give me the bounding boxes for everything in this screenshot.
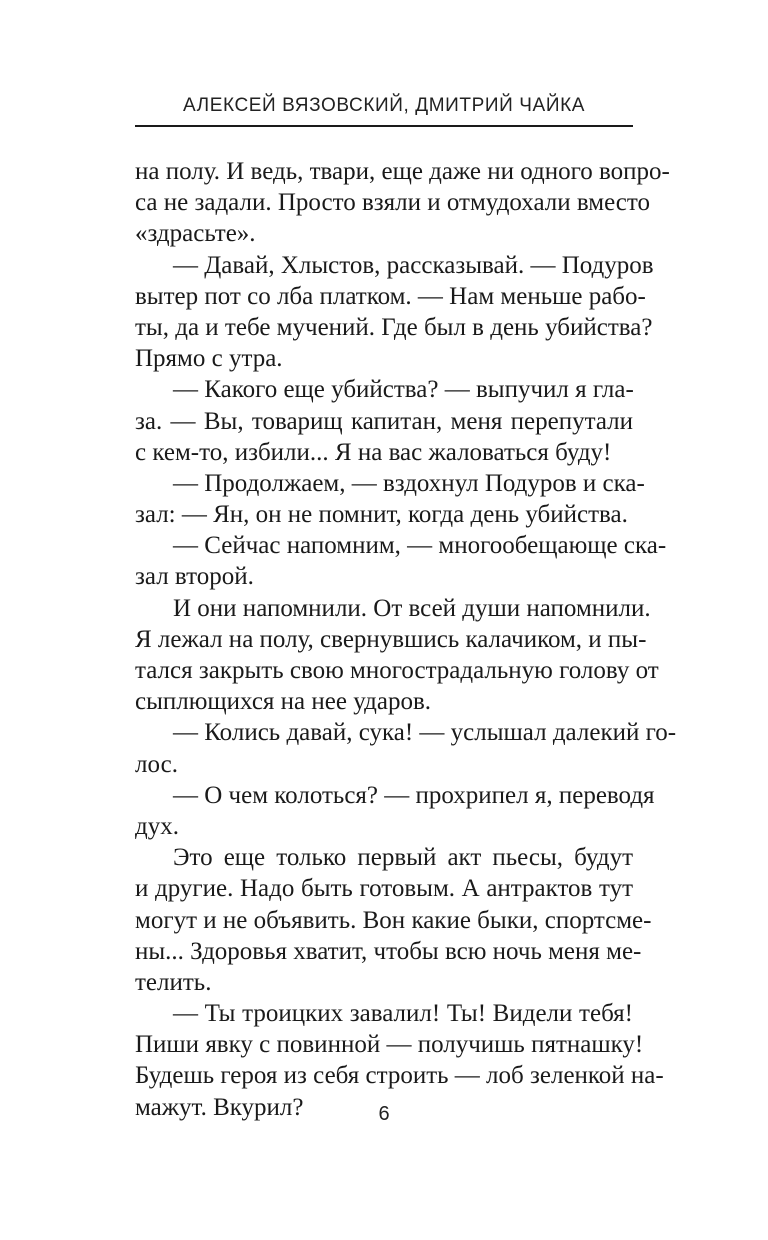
text-line: — Сейчас напомним, — многообещающе ска- — [173, 532, 667, 560]
body-text — [135, 156, 677, 1123]
text-line: — Ты троицких завалил! Ты! Видели тебя! — [173, 1000, 633, 1028]
text-line: «здрасьте». — [135, 220, 256, 248]
text-line: могут и не объявить. Вон какие быки, спортсме- — [135, 906, 652, 934]
text-line: ты, да и тебе мучений. Где был в день убийства? — [135, 313, 653, 341]
text-line: зал второй. — [135, 563, 254, 591]
text-line: телить. — [135, 968, 212, 996]
text-line: Я лежал на полу, свернувшись калачиком, и пы- — [135, 625, 647, 653]
running-head-title: АЛЕКСЕЙ ВЯЗОВСКИЙ, ДМИТРИЙ ЧАЙКА — [182, 95, 586, 116]
text-line: Прямо с утра. — [135, 345, 283, 373]
text-line: сыплющихся на нее ударов. — [135, 688, 432, 716]
text-line: Это еще только первый акт пьесы, будут — [173, 844, 633, 872]
text-line: на полу. И ведь, твари, еще даже ни одного вопро- — [135, 158, 670, 185]
text-line: ны... Здоровья хватит, чтобы всю ночь меня ме- — [135, 937, 642, 965]
text-line: мажут. Вкурил? — [135, 1093, 304, 1121]
text-line: И они напомнили. От всей души напомнили. — [173, 594, 651, 622]
text-line: — О чем колоться? — прохрипел я, переводя — [173, 781, 655, 809]
text-line: вытер пот со лба платком. — Нам меньше рабо- — [135, 282, 646, 310]
text-line: Будешь героя из себя строить — лоб зеленкой на- — [135, 1062, 664, 1090]
text-line: за. — Вы, товарищ капитан, меня перепутали — [135, 407, 633, 435]
text-line: са не задали. Просто взяли и отмудохали вместо — [135, 189, 651, 217]
text-line: тался закрыть свою многострадальную голову от — [135, 657, 659, 684]
header-rule — [135, 125, 633, 127]
text-line: лос. — [135, 750, 178, 778]
text-line: — Продолжаем, — вздохнул Подуров и ска- — [173, 469, 645, 497]
text-line: и другие. Надо быть готовым. А антрактов тут — [135, 875, 633, 903]
page-number: 6 — [378, 1103, 390, 1125]
text-line: дух. — [135, 812, 179, 840]
text-line: Пиши явку с повинной — получишь пятнашку! — [135, 1031, 644, 1059]
text-line: зал: — Ян, он не помнит, когда день убийства. — [135, 501, 628, 529]
text-line: — Давай, Хлыстов, рассказывай. — Подуров — [173, 251, 654, 279]
text-line: — Какого еще убийства? — выпучил я гла- — [173, 376, 634, 404]
text-line: — Колись давай, сука! — услышал далекий го- — [173, 719, 677, 747]
text-line: с кем-то, избили... Я на вас жаловаться буду! — [135, 438, 612, 466]
